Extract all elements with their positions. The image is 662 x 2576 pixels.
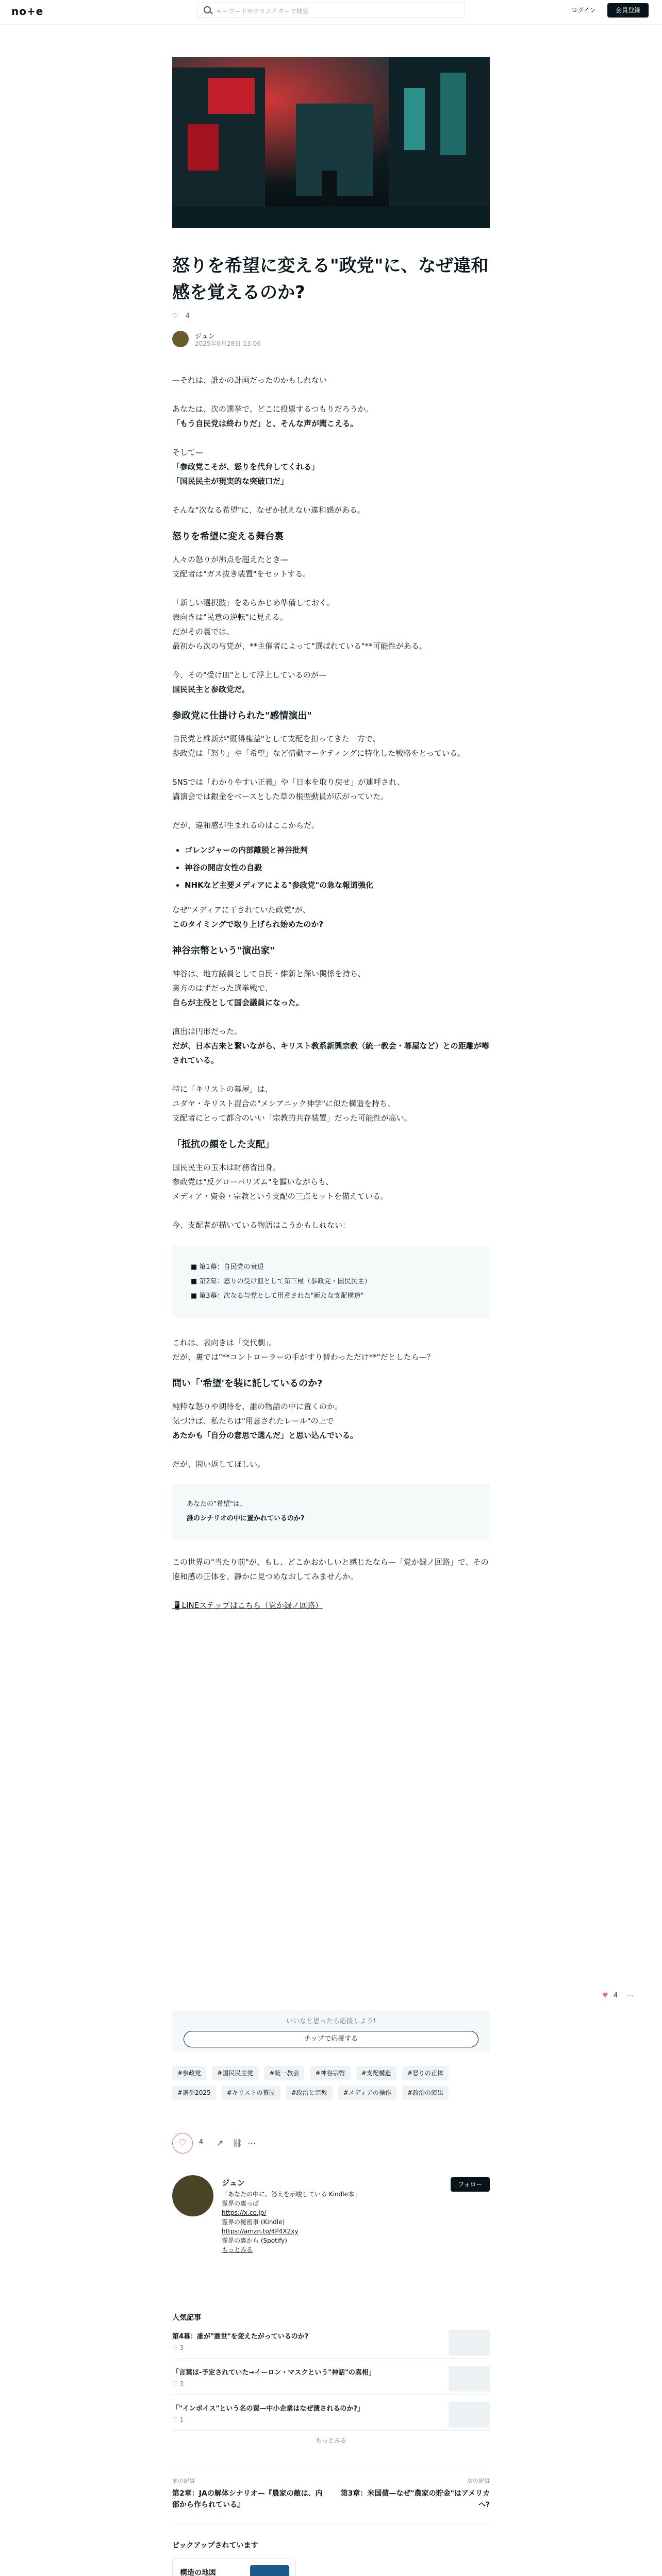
- intro-line: あなたは、次の選挙で、どこに投票するつもりだろうか。: [172, 404, 373, 414]
- popular-item[interactable]: [172, 2328, 490, 2359]
- hashtag[interactable]: #怒りの正体: [402, 2066, 449, 2080]
- paragraph: 人々の怒りが沸点を超えたとき—: [172, 555, 289, 564]
- paragraph: 今、支配者が描いている物語はこうかもしれない：: [172, 1221, 351, 1230]
- article-body: [172, 373, 490, 1613]
- paragraph: あたかも「自分の意思で選んだ」と思い込んでいる。: [172, 1431, 358, 1440]
- hashtag[interactable]: #統一教会: [264, 2066, 304, 2080]
- heart-icon[interactable]: ♡: [172, 2133, 193, 2154]
- popular-thumb: [449, 2402, 490, 2428]
- heart-icon[interactable]: ♥: [602, 1992, 608, 1999]
- publish-date: 2025年6月28日 13:06: [195, 340, 261, 347]
- paragraph: 講演会では銀金をベースとした草の根型動員が広がっていた。: [172, 792, 389, 801]
- pickup-title: ピックアップされています: [172, 2541, 258, 2550]
- support-box: [172, 2010, 490, 2053]
- popular-item-likes: ♡ 3: [172, 2380, 184, 2387]
- hashtag[interactable]: #支配構造: [356, 2066, 396, 2080]
- section-heading: 「抵抗の顔をした支配」: [172, 1139, 274, 1150]
- popular-item[interactable]: [172, 2364, 490, 2395]
- scenario-item: ■ 第2幕：怒りの受け皿として第三極（参政党・国民民主）: [191, 1275, 471, 1289]
- profile-link[interactable]: https://amzn.to/4P4X2xy: [222, 2228, 299, 2235]
- prev-label: 前の記事: [172, 2478, 195, 2484]
- popular-thumb: [449, 2366, 490, 2392]
- paragraph: 表向きは"民意の逆転"に見える。: [172, 613, 288, 622]
- signup-button[interactable]: 会員登録: [607, 3, 649, 18]
- section-heading: 問い「'希望'を装に託しているのか?: [172, 1378, 323, 1389]
- next-title[interactable]: 第3章：米国債—なぜ"農家の貯金"はアメリカへ?: [340, 2489, 490, 2509]
- scenario-item: ■ 第1幕：自民党の衰退: [191, 1260, 471, 1275]
- next-article[interactable]: [335, 2477, 490, 2511]
- heart-icon[interactable]: ♡: [172, 312, 178, 320]
- quote-box: [172, 1484, 490, 1539]
- hashtag[interactable]: #国民民主党: [212, 2066, 258, 2080]
- prev-article[interactable]: [172, 2477, 327, 2511]
- section-heading: 神谷宗幣という"演出家": [172, 945, 275, 956]
- more-link[interactable]: もっとみる: [315, 2437, 346, 2444]
- floating-like-count: 4: [613, 1992, 618, 1999]
- paragraph: だがその裏では、: [172, 627, 235, 636]
- quote-line: あなたの"希望"は、: [187, 1500, 246, 1508]
- more-icon[interactable]: ⋯: [627, 1992, 634, 1999]
- paragraph: 演出は円形だった。: [172, 1027, 242, 1036]
- hashtag[interactable]: #政治の演出: [402, 2086, 449, 2100]
- paragraph: 参政党は「怒り」や「希望」など情動マーケティングに特化した戦略をとっている。: [172, 749, 465, 758]
- profile-name[interactable]: ジュン: [222, 2178, 245, 2188]
- scenario-box: [172, 1246, 490, 1318]
- pickup-section: [172, 2540, 490, 2576]
- section-heading: 参政党に仕掛けられた"感情演出": [172, 710, 312, 721]
- prev-title[interactable]: 第2章：JAの解体シナリオ—『農家の敵は、内部から作られている』: [172, 2489, 323, 2509]
- next-label: 次の記事: [467, 2478, 490, 2484]
- bullet-list: [185, 843, 490, 892]
- author-profile: [172, 2175, 490, 2278]
- paragraph: 今、その"受け皿"として浮上しているのが—: [172, 670, 326, 680]
- author-avatar[interactable]: [172, 331, 189, 347]
- hero-illustration: [172, 57, 490, 228]
- paragraph: 国民民主と参政党だ。: [172, 685, 250, 694]
- profile-description: [222, 2190, 428, 2255]
- paragraph: この世界の"当たり前"が、もし、どこかおかしいと感じたなら—「覚か録ノ回路」で、その違和感の正体を、静かに見つめなおしてみませんか。: [172, 1557, 489, 1581]
- more-icon[interactable]: ⋯: [247, 2138, 256, 2148]
- intro-line: 「もう自民党は終わりだ」と、そんな声が聞こえる。: [172, 419, 358, 428]
- paragraph: 支配者は"ガス抜き装置"をセットする。: [172, 569, 311, 579]
- paragraph: 裏方のはずだった選挙戦で、: [172, 984, 273, 993]
- hashtag[interactable]: #参政党: [172, 2066, 206, 2080]
- profile-avatar[interactable]: [172, 2175, 213, 2216]
- paragraph: 気づけば、私たちは"用意されたレール"の上で: [172, 1416, 334, 1426]
- hero-image: [172, 57, 490, 228]
- profile-line: 「あなたの中に、答えを示唆している Kindle本」: [222, 2191, 360, 2198]
- paragraph: 支配者にとって都合のいい「宗教的共存装置」だった可能性が高い。: [172, 1113, 412, 1123]
- paragraph: ユダヤ・キリスト混合の"メシアニック神学"に似た構造を持ち、: [172, 1099, 395, 1108]
- list-item: • NHKなど主要メディアによる"参政党"の急な報道強化: [185, 878, 490, 892]
- popular-thumb: [449, 2330, 490, 2355]
- paragraph: これは、表向きは「交代劇」。: [172, 1338, 277, 1347]
- popular-item-title[interactable]: 第4幕：誰が"霊世"を変えたがっているのか?: [172, 2333, 309, 2341]
- search-icon: [204, 6, 211, 13]
- profile-link[interactable]: https://x.co.jp/: [222, 2209, 267, 2216]
- magazine-thumb: [250, 2565, 289, 2576]
- paragraph: 自民党と維新が"既得権益"として支配を担ってきた一方で、: [172, 734, 380, 743]
- hashtag[interactable]: #選挙2025: [172, 2086, 216, 2100]
- popular-item-title[interactable]: 「"インボイス"という名の罠—中小企業はなぜ潰されるのか?」: [172, 2405, 364, 2413]
- paragraph: だが、問い返してほしい。: [172, 1460, 266, 1469]
- paragraph: このタイミングで取り上げられ始めたのか?: [172, 920, 324, 929]
- paragraph: 純粋な怒りや期待を、誰の物語の中に置くのか。: [172, 1402, 343, 1411]
- magazine-title[interactable]: 構造の地図: [180, 2569, 216, 2576]
- popular-title: 人気記事: [172, 2314, 201, 2322]
- floating-like[interactable]: [602, 1992, 634, 1999]
- line-step-link[interactable]: 📱LINEステップはこちら（覚か録ノ回路）: [172, 1601, 323, 1610]
- popular-item-likes: ♡ 3: [172, 2344, 184, 2351]
- intro-line: そんな"次なる希望"に、なぜか拭えない違和感がある。: [172, 505, 365, 515]
- profile-line: 霊界の裏っぱ: [222, 2200, 259, 2207]
- like-row: [172, 312, 490, 324]
- article-nav: [172, 2467, 490, 2523]
- paragraph: 国民民主の玉木は財務省出身。: [172, 1163, 281, 1172]
- like-count: 4: [185, 312, 190, 320]
- article-title: 怒りを希望に変える"政党"に、なぜ違和感を覚えるのか?: [172, 256, 489, 303]
- share-icon[interactable]: ↗: [217, 2138, 224, 2148]
- intro-line: —それは、誰かの計画だったのかもしれない: [172, 376, 327, 385]
- hashtag[interactable]: #神谷宗幣: [310, 2066, 350, 2080]
- search-placeholder: キーワードやクリエイターで検索: [216, 8, 309, 15]
- popular-item[interactable]: [172, 2400, 490, 2431]
- profile-line: 霊界の秘密事 (Kindle): [222, 2218, 285, 2226]
- paragraph: だが、違和感が生まれるのはここからだ。: [172, 821, 320, 830]
- support-text: いいなと思ったら応援しよう!: [286, 2018, 376, 2025]
- popular-item-likes: ♡ 1: [172, 2416, 184, 2424]
- paragraph: だが、裏では"**コントローラーの手がすり替わっただけ**"だとしたら—？: [172, 1352, 435, 1362]
- paragraph: だが、日本古来と繋いながら、キリスト教系新興宗教（統一教会・幕屋など）との距離が噂されている。: [172, 1041, 489, 1065]
- article: [172, 252, 490, 1613]
- paragraph: 最初から次の与党が、**主催者によって"選ばれている"**可能性がある。: [172, 641, 427, 651]
- paragraph: 神谷は、地方議員として自民・維新と深い関係を持ち、: [172, 969, 366, 978]
- author-name[interactable]: ジュン: [195, 333, 215, 341]
- author-row: [172, 329, 490, 349]
- follow-button[interactable]: フォロー: [451, 2177, 490, 2192]
- paragraph: 特に「キリストの幕屋」は、: [172, 1084, 273, 1094]
- paragraph: SNSでは「わかりやすい正義」や「日本を取り戻せ」が連呼され、: [172, 777, 405, 787]
- list-item: • 神谷の開店女性の自殺: [185, 860, 490, 875]
- site-header: [0, 0, 662, 25]
- action-bar: [172, 2133, 490, 2154]
- paragraph: 参政党は"反グローバリズム"を謳いながらも、: [172, 1177, 334, 1187]
- login-button[interactable]: ログイン: [571, 7, 596, 14]
- popular-item-title[interactable]: 「言葉は-予定されていた→イーロン・マスクという"神話"の真相」: [172, 2369, 375, 2377]
- hashtag[interactable]: #キリストの幕屋: [222, 2086, 280, 2100]
- profile-line: 霊界の裏から (Spotify): [222, 2237, 287, 2244]
- paragraph: メディア・資金・宗教という支配の三点セットを備えている。: [172, 1192, 388, 1201]
- profile-more-link[interactable]: もっとみる: [222, 2246, 253, 2253]
- list-item: • ゴレンジャーの内部離脱と神谷批判: [185, 843, 490, 857]
- intro-line: 「参政党こそが、怒りを代弁してくれる」: [172, 462, 320, 471]
- scenario-item: ■ 第3幕：次なる与党として用意された"新たな支配構造": [191, 1289, 471, 1303]
- quote-line: 誰のシナリオの中に置かれているのか?: [187, 1515, 305, 1522]
- hashtag[interactable]: #メディアの操作: [338, 2086, 396, 2100]
- intro-line: 「国民民主が現実的な突破口だ」: [172, 477, 289, 486]
- section-heading: 怒りを希望に変える舞台裏: [172, 531, 284, 542]
- tag-list: [172, 2066, 490, 2105]
- paragraph: 自らが主役として国会議員になった。: [172, 998, 304, 1007]
- hashtag[interactable]: #政治と宗教: [286, 2086, 333, 2100]
- like-count: 4: [199, 2139, 204, 2146]
- paragraph: なぜ"メディアに干されていた政党"が、: [172, 905, 310, 914]
- magazine-card[interactable]: [172, 2558, 296, 2576]
- intro-line: そして—: [172, 448, 204, 457]
- tip-button[interactable]: チップで応援する: [184, 2031, 478, 2047]
- link-icon[interactable]: ⛓: [232, 2138, 243, 2148]
- search-box[interactable]: [197, 3, 465, 18]
- paragraph: 「新しい選択肢」をあらかじめ準備しておく。: [172, 598, 335, 607]
- note-logo[interactable]: no+e: [11, 5, 44, 18]
